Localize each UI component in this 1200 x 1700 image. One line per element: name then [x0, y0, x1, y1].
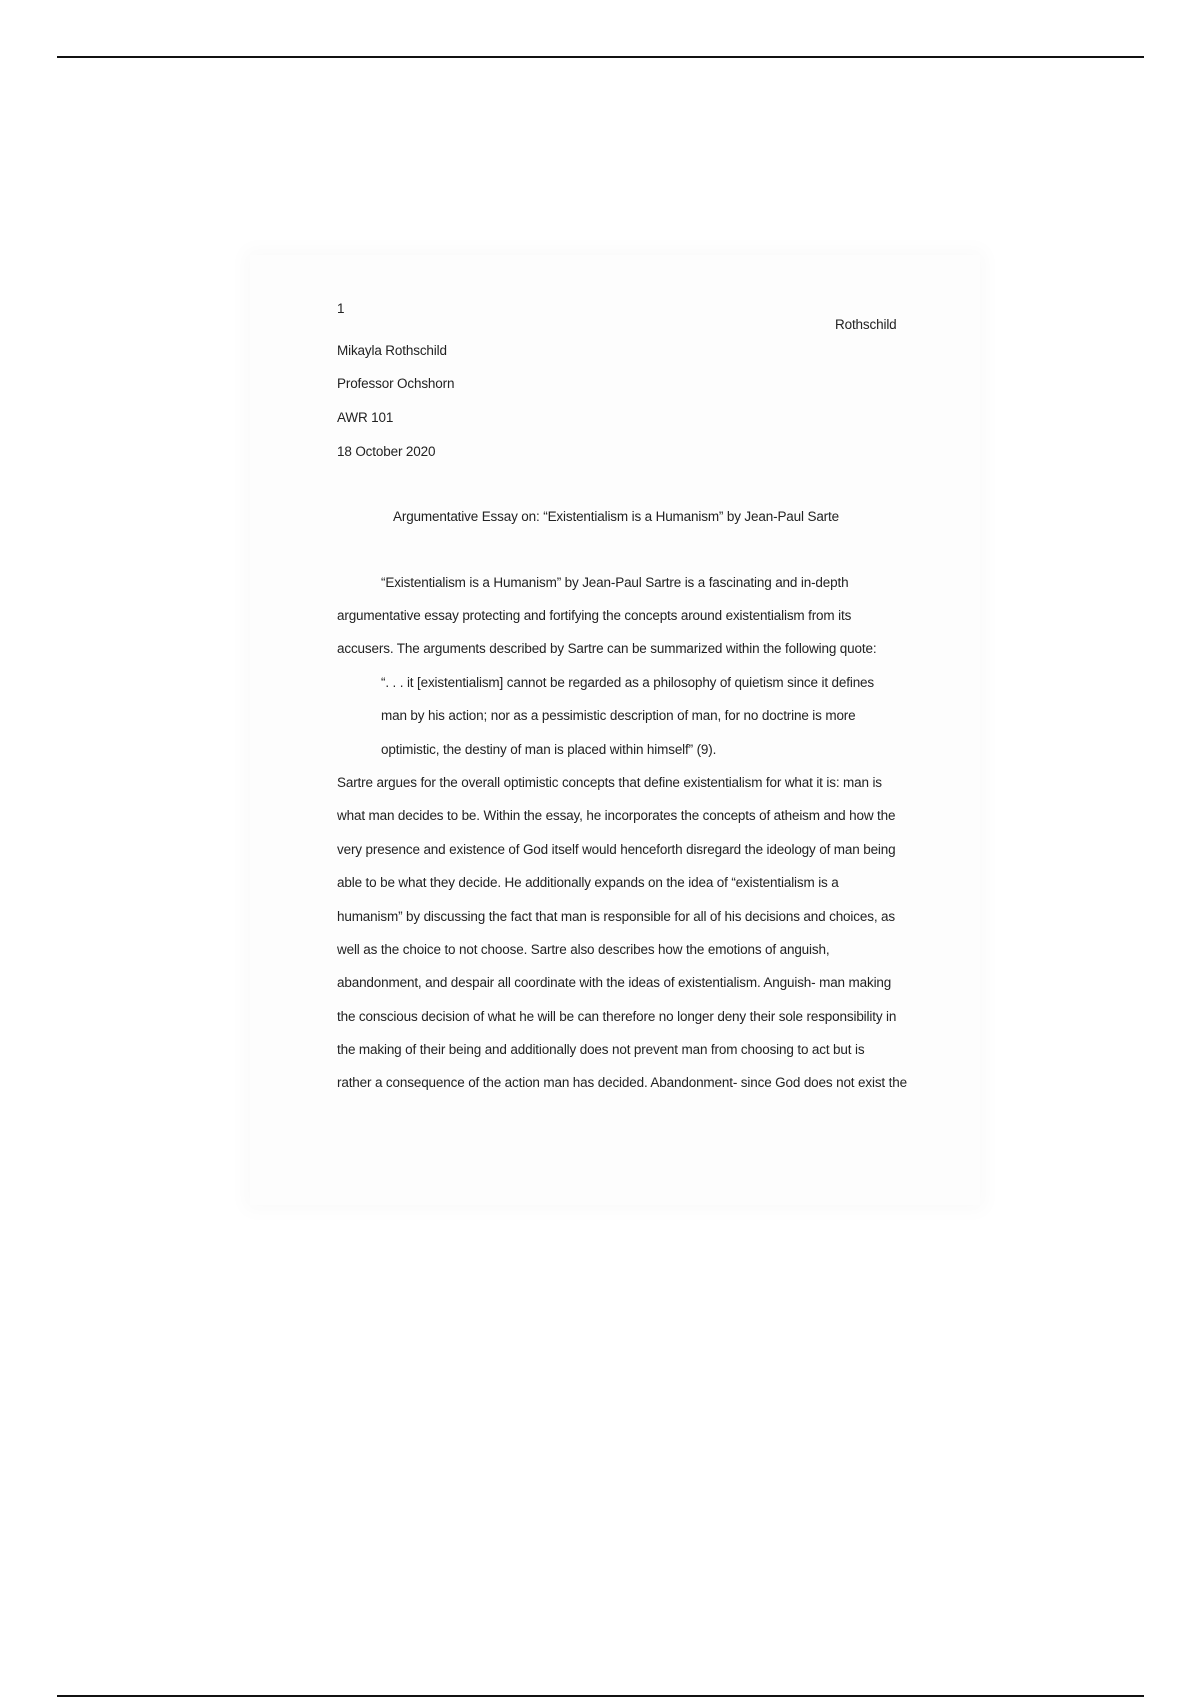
essay-title: Argumentative Essay on: “Existentialism is a Humanism” by Jean-Paul Sarte: [393, 509, 839, 524]
paragraph-line: rather a consequence of the action man has decided. Abandonment- since God does not exist the: [337, 1075, 907, 1090]
block-quote-line: man by his action; nor as a pessimistic description of man, for no doctrine is more: [381, 708, 856, 723]
course-name: AWR 101: [337, 410, 394, 425]
document-page: [250, 255, 980, 1205]
paragraph-line: the conscious decision of what he will be can therefore no longer deny their sole responsibility in: [337, 1009, 897, 1024]
block-quote-line: “. . . it [existentialism] cannot be regarded as a philosophy of quietism since it defines: [381, 675, 875, 690]
paragraph-line: able to be what they decide. He additionally expands on the idea of “existentialism is a: [337, 875, 839, 890]
paragraph-line: accusers. The arguments described by Sartre can be summarized within the following quote:: [337, 641, 877, 656]
page-number: 1: [337, 301, 345, 316]
paragraph-line: argumentative essay protecting and fortifying the concepts around existentialism from its: [337, 608, 852, 623]
paragraph-line: “Existentialism is a Humanism” by Jean-Paul Sartre is a fascinating and in-depth: [381, 575, 849, 590]
paragraph-line: well as the choice to not choose. Sartre also describes how the emotions of anguish,: [337, 942, 830, 957]
paragraph-line: Sartre argues for the overall optimistic concepts that define existentialism for what it is: man is: [337, 775, 882, 790]
block-quote-line: optimistic, the destiny of man is placed within himself” (9).: [381, 742, 717, 757]
bottom-divider: [57, 1695, 1144, 1697]
instructor-name: Professor Ochshorn: [337, 376, 455, 391]
paragraph-line: very presence and existence of God itself would henceforth disregard the ideology of man being: [337, 842, 896, 857]
author-name: Mikayla Rothschild: [337, 343, 447, 358]
essay-date: 18 October 2020: [337, 444, 436, 459]
paragraph-line: the making of their being and additionally does not prevent man from choosing to act but is: [337, 1042, 865, 1057]
paragraph-line: what man decides to be. Within the essay, he incorporates the concepts of atheism and how the: [337, 808, 896, 823]
paragraph-line: abandonment, and despair all coordinate with the ideas of existentialism. Anguish- man making: [337, 975, 892, 990]
top-divider: [57, 56, 1144, 58]
running-head: Rothschild: [835, 317, 897, 332]
paragraph-line: humanism” by discussing the fact that man is responsible for all of his decisions and choices, as: [337, 909, 895, 924]
